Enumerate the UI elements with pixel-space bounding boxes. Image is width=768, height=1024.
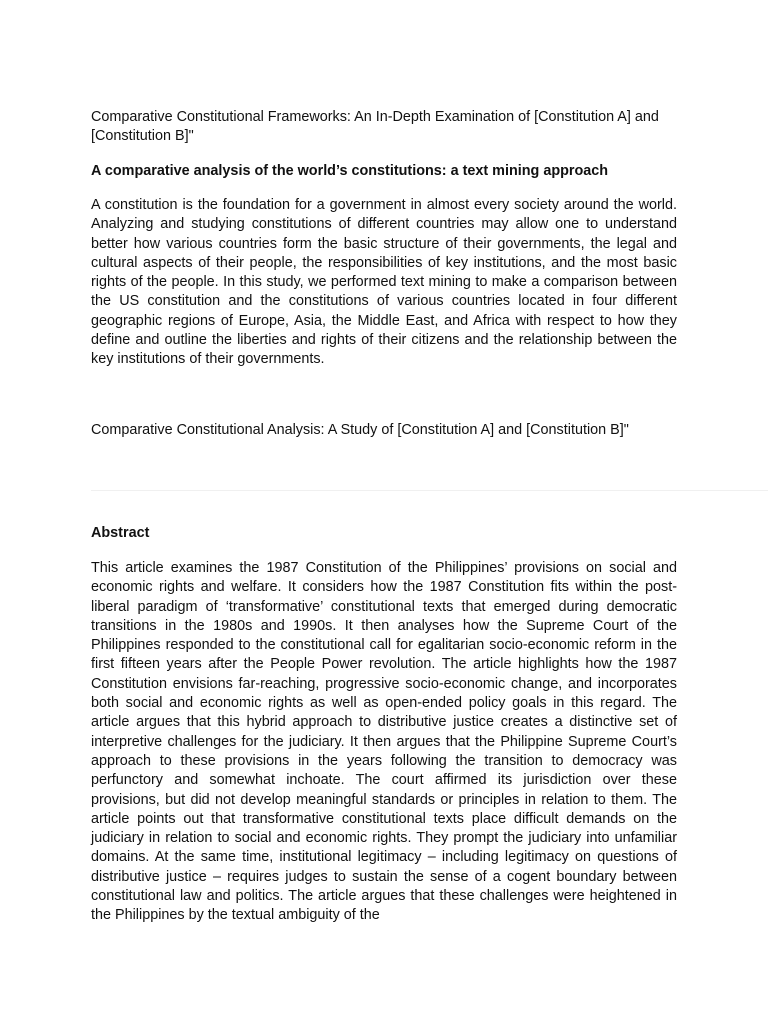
abstract-heading: Abstract [91, 525, 150, 541]
intro-paragraph: A constitution is the foundation for a government in almost every society around the world. Analyzing and studying constitutions of different countries may allow one to understand better how various countries form the basic structure of their governments, the legal and cultural aspects of their people, the responsibilities of key institutions, and the most basic rights of the people. In this study, we performed text mining to make a comparison between the US constitution and the constitutions of various countries located in four different geographic regions of Europe, Asia, the Middle East, and Africa with respect to how they define and outline the liberties and rights of their citizens and the relationship between the key institutions of their governments. [91, 197, 677, 368]
section-heading: A comparative analysis of the world’s constitutions: a text mining approach [91, 163, 609, 179]
section-divider [91, 490, 768, 491]
abstract-paragraph: This article examines the 1987 Constitution of the Philippines’ provisions on social and economic rights and welfare. It considers how the 1987 Constitution fits within the post-liberal paradigm of ‘transformative’ constitutional texts that emerged during democratic transitions in the 1980s and 1990s. It then analyses how the Supreme Court of the Philippines responded to the constitutional call for egalitarian socio-economic reform in the first fifteen years after the People Power revolution. The article highlights how the 1987 Constitution envisions far-reaching, progressive socio-economic change, and incorporates both social and economic rights as well as open-ended policy goals in this regard. The article argues that this hybrid approach to distributive justice creates a distinctive set of interpretive challenges for the judiciary. It then argues that the Philippine Supreme Court’s approach to these provisions in the years following the transition to democracy was perfunctory and somewhat inchoate. The court affirmed its jurisdiction over these provisions, but did not develop meaningful standards or principles in relation to them. The article points out that transformative constitutional texts place difficult demands on the judiciary in relation to social and economic rights. They prompt the judiciary into unfamiliar domains. At the same time, institutional legitimacy – including legitimacy on questions of distributive justice – requires judges to sustain the sense of a cogent boundary between constitutional law and politics. The article argues that these challenges were heightened in the Philippines by the textual ambiguity of the [91, 560, 677, 924]
document-title: Comparative Constitutional Frameworks: An In-Depth Examination of [Constitution A] and [Constitution B]" [91, 109, 659, 145]
document-subtitle: Comparative Constitutional Analysis: A Study of [Constitution A] and [Constitution B]" [91, 422, 629, 438]
